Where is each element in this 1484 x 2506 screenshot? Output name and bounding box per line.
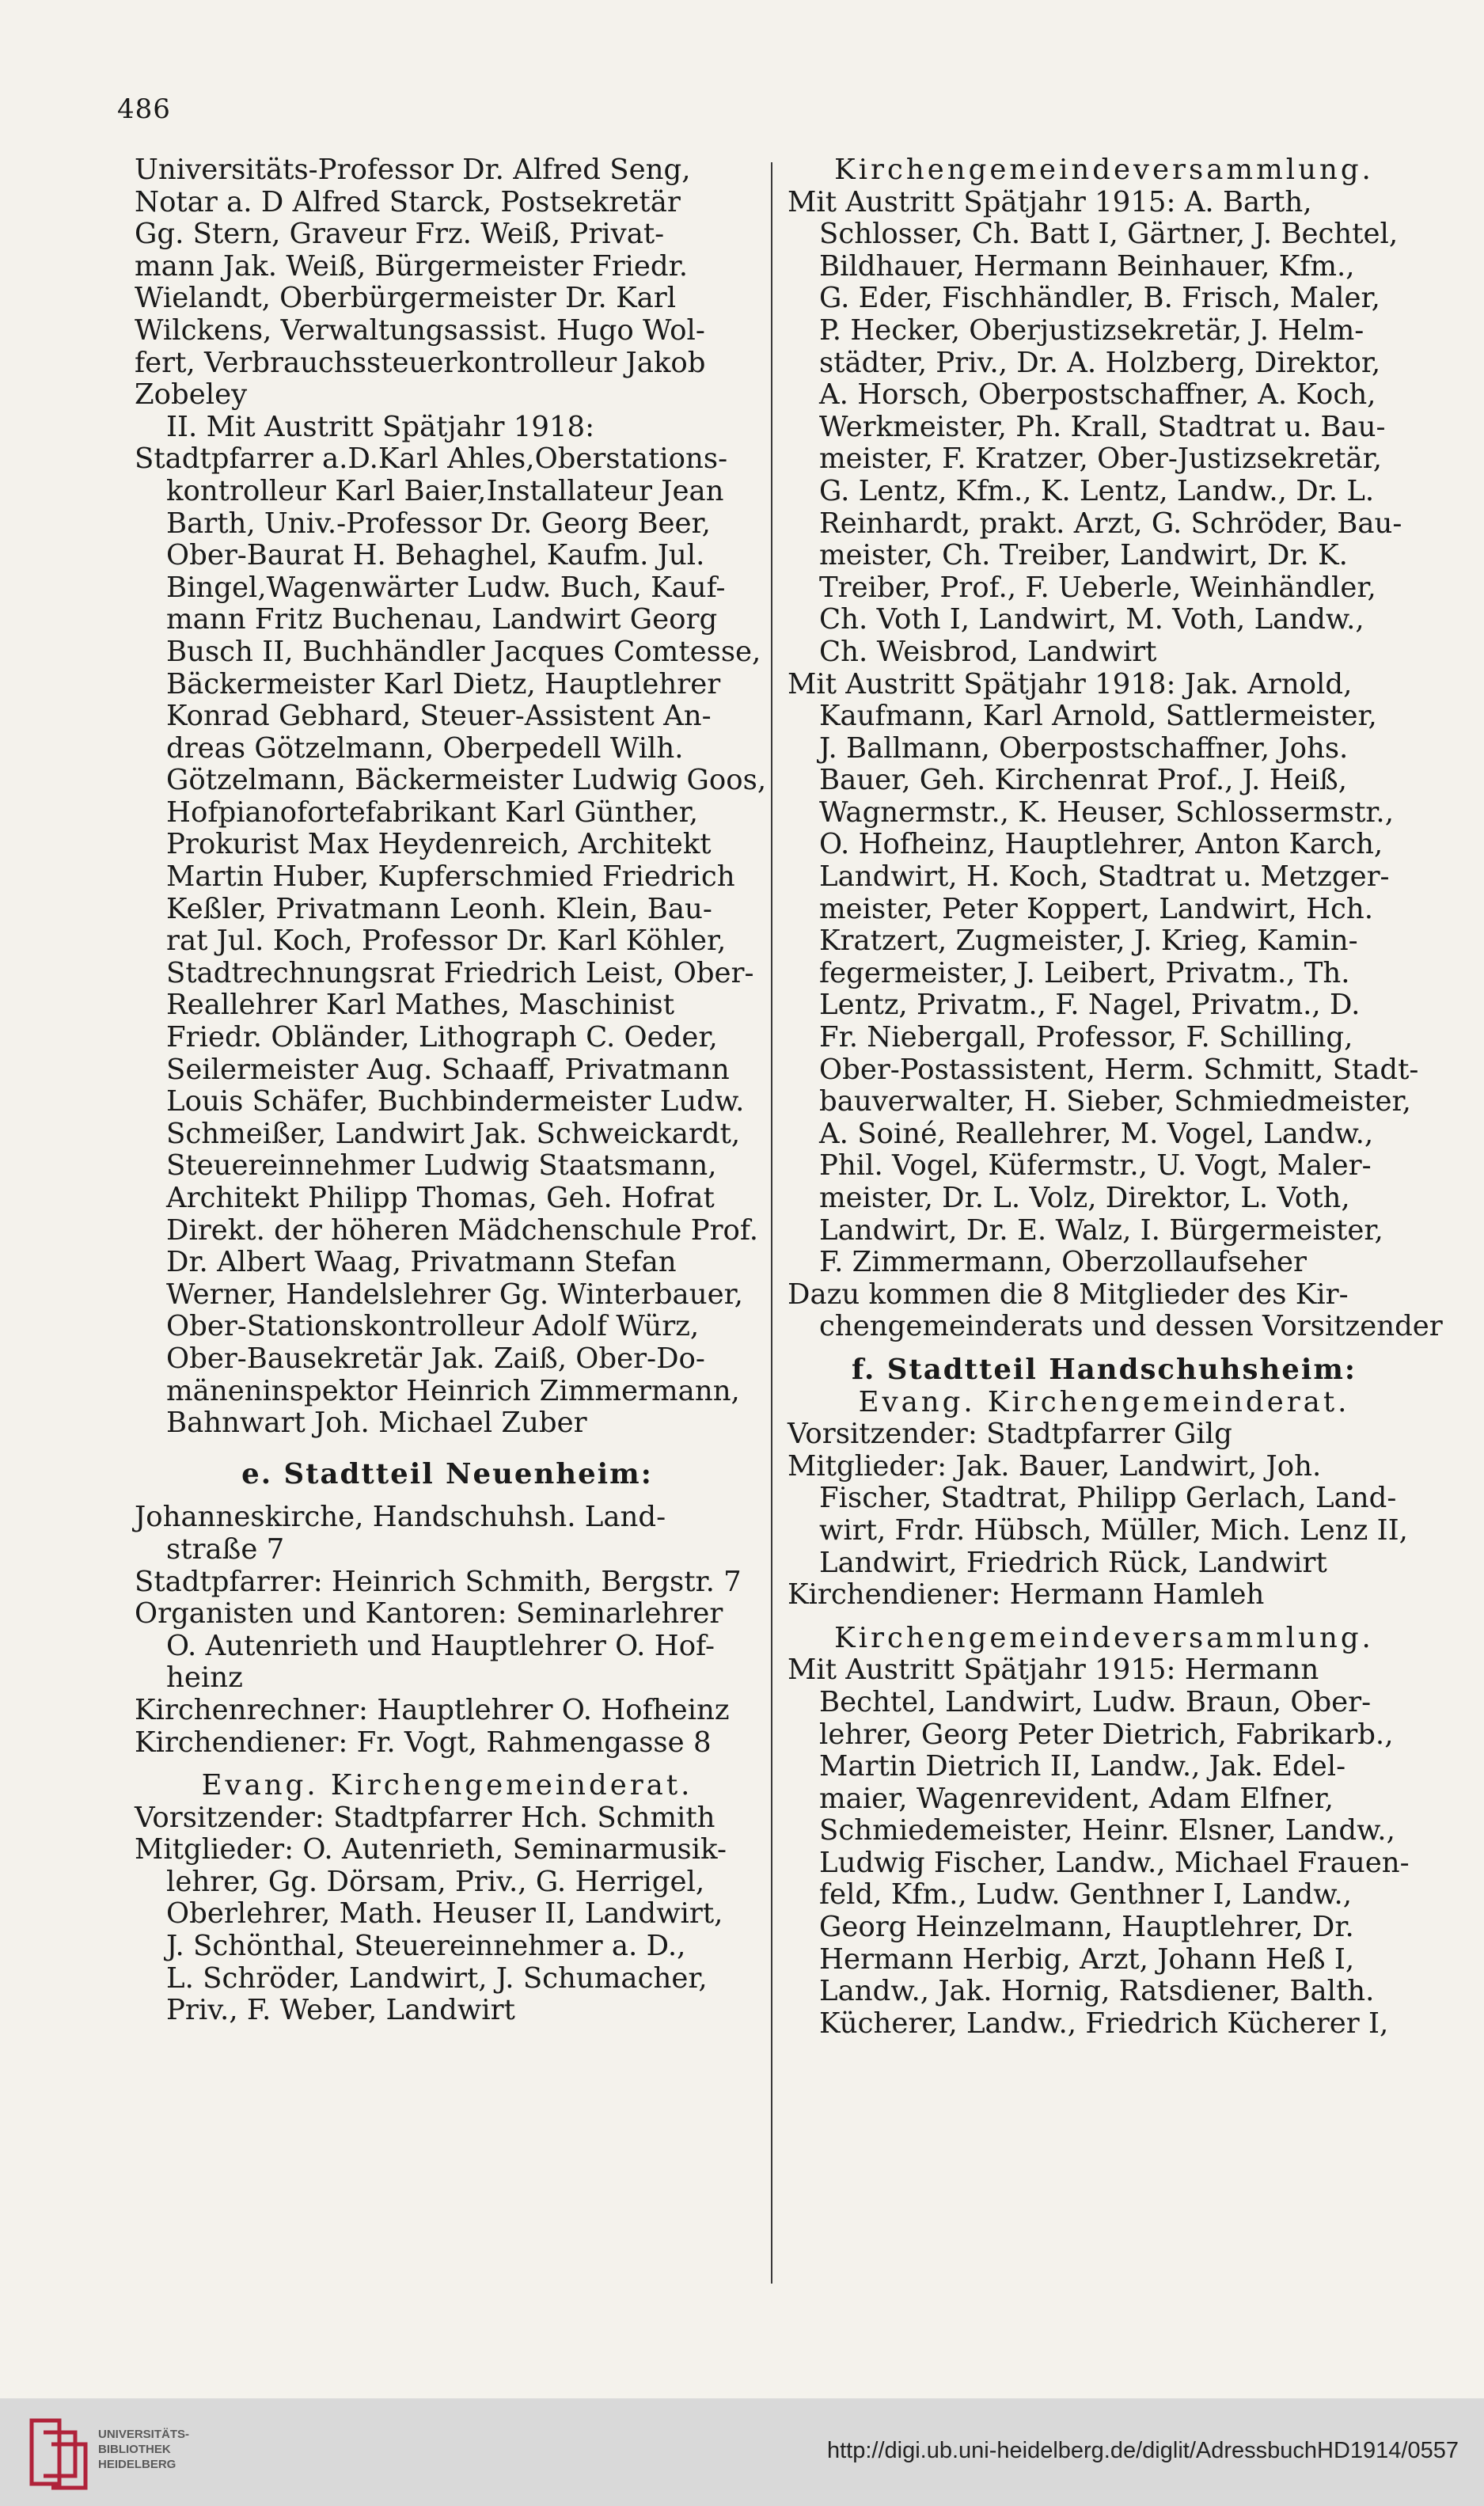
subsection-heading: Evang. Kirchengemeinderat. [201, 1769, 693, 1802]
text-line: meister, Dr. L. Volz, Direktor, L. Voth, [819, 1182, 1350, 1214]
text-line: Schmiedemeister, Heinr. Elsner, Landw., [819, 1814, 1395, 1847]
text-line: Bingel,Wagenwärter Ludw. Buch, Kauf- [166, 571, 726, 604]
text-line: fegermeister, J. Leibert, Privatm., Th. [819, 956, 1350, 989]
text-line: Konrad Gebhard, Steuer-Assistent An- [166, 700, 712, 733]
text-line: J. Schönthal, Steuereinnehmer a. D., [166, 1930, 686, 1963]
text-line: Martin Dietrich II, Landw., Jak. Edel- [819, 1750, 1346, 1783]
text-line: Barth, Univ.-Professor Dr. Georg Beer, [166, 507, 711, 540]
text-line: Wagnermstr., K. Heuser, Schlossermstr., [819, 795, 1394, 829]
text-line: Werner, Handelslehrer Gg. Winterbauer, [166, 1278, 743, 1311]
source-url-link[interactable]: http://digi.ub.uni-heidelberg.de/diglit/AdressbuchHD1914/0557 [826, 2438, 1459, 2463]
text-line: Mit Austritt Spätjahr 1915: A. Barth, [788, 185, 1312, 218]
text-line: Steuereinnehmer Ludwig Staatsmann, [166, 1149, 717, 1183]
subsection-heading: Kirchengemeindeversammlung. [834, 154, 1374, 186]
footer-bar [0, 2398, 1484, 2506]
text-line: Ch. Weisbrod, Landwirt [819, 635, 1157, 668]
column-divider [771, 162, 772, 2284]
right-column [788, 154, 1443, 2040]
text-line: Hofpianofortefabrikant Karl Günther, [166, 795, 699, 829]
text-line: Vorsitzender: Stadtpfarrer Gilg [788, 1418, 1232, 1451]
library-name-line: BIBLIOTHEK [98, 2443, 171, 2456]
text-line: Busch II, Buchhändler Jacques Comtesse, [166, 635, 761, 668]
text-line: straße 7 [166, 1532, 285, 1566]
text-line: G. Lentz, Kfm., K. Lentz, Landw., Dr. L. [819, 474, 1375, 507]
text-line: Dazu kommen die 8 Mitglieder des Kir- [788, 1278, 1349, 1311]
text-line: Hermann Herbig, Arzt, Johann Heß I, [819, 1942, 1355, 1976]
text-line: Landwirt, Friedrich Rück, Landwirt [819, 1546, 1327, 1579]
text-line: A. Soiné, Reallehrer, M. Vogel, Landw., [819, 1117, 1374, 1150]
text-line: Phil. Vogel, Küfermstr., U. Vogt, Maler- [819, 1149, 1372, 1183]
text-line: Organisten und Kantoren: Seminarlehrer [135, 1597, 723, 1631]
text-line: Ludwig Fischer, Landw., Michael Frauen- [819, 1846, 1410, 1879]
text-line: Kirchendiener: Fr. Vogt, Rahmengasse 8 [135, 1726, 712, 1759]
text-line: bauverwalter, H. Sieber, Schmiedmeister, [819, 1085, 1411, 1118]
text-line: F. Zimmermann, Oberzollaufseher [819, 1246, 1307, 1279]
section-heading-neuenheim: e. Stadtteil Neuenheim: [241, 1457, 653, 1490]
text-line: Dr. Albert Waag, Privatmann Stefan [166, 1246, 677, 1279]
text-line: Priv., F. Weber, Landwirt [166, 1994, 515, 2027]
text-line: Kaufmann, Karl Arnold, Sattlermeister, [819, 700, 1377, 733]
text-line: Mit Austritt Spätjahr 1915: Hermann [788, 1654, 1319, 1687]
text-line: Wielandt, Oberbürgermeister Dr. Karl [135, 282, 677, 315]
text-line: Treiber, Prof., F. Ueberle, Weinhändler, [819, 571, 1376, 604]
text-line: Kirchenrechner: Hauptlehrer O. Hofheinz [135, 1693, 730, 1726]
text-line: Prokurist Max Heydenreich, Architekt [166, 828, 712, 861]
text-line: meister, Ch. Treiber, Landwirt, Dr. K. [819, 539, 1348, 572]
text-line: Ober-Stationskontrolleur Adolf Würz, [166, 1310, 700, 1343]
subsection-heading: Kirchengemeindeversammlung. [834, 1621, 1374, 1654]
text-line: Ober-Baurat H. Behaghel, Kaufm. Jul. [166, 539, 705, 572]
text-line: A. Horsch, Oberpostschaffner, A. Koch, [819, 378, 1376, 412]
left-column [135, 154, 767, 2027]
text-line: L. Schröder, Landwirt, J. Schumacher, [166, 1961, 708, 1995]
text-line: Direkt. der höheren Mädchenschule Prof. [166, 1213, 759, 1247]
text-line: Vorsitzender: Stadtpfarrer Hch. Schmith [135, 1801, 715, 1834]
text-line: Bildhauer, Hermann Beinhauer, Kfm., [819, 249, 1355, 283]
text-line: meister, Peter Koppert, Landwirt, Hch. [819, 892, 1374, 925]
text-line: Johanneskirche, Handschuhsh. Land- [135, 1501, 666, 1534]
text-line: Notar a. D Alfred Starck, Postsekretär [135, 185, 681, 218]
text-line: Schmeißer, Landwirt Jak. Schweickardt, [166, 1117, 741, 1150]
text-line: feld, Kfm., Ludw. Genthner I, Landw., [819, 1878, 1353, 1912]
text-line: Mitglieder: O. Autenrieth, Seminarmusik- [135, 1833, 727, 1866]
text-line: Schlosser, Ch. Batt I, Gärtner, J. Bechtel, [819, 218, 1399, 251]
text-line: mäneninspektor Heinrich Zimmermann, [166, 1374, 740, 1407]
text-line: mann Fritz Buchenau, Landwirt Georg [166, 603, 718, 636]
text-line: Bechtel, Landwirt, Ludw. Braun, Ober- [819, 1685, 1372, 1718]
text-line: Wilckens, Verwaltungsassist. Hugo Wol- [135, 313, 705, 347]
text-line: Reallehrer Karl Mathes, Maschinist [166, 989, 674, 1022]
text-line: chengemeinderats und dessen Vorsitzender [819, 1310, 1443, 1343]
subsection-heading: Evang. Kirchengemeinderat. [858, 1385, 1350, 1418]
library-logo-icon [16, 2413, 91, 2492]
text-line: J. Ballmann, Oberpostschaffner, Johs. [819, 731, 1349, 765]
text-line: dreas Götzelmann, Oberpedell Wilh. [166, 731, 684, 765]
text-line: Zobeley [135, 378, 248, 412]
library-name [98, 2427, 189, 2472]
text-line: Gg. Stern, Graveur Frz. Weiß, Privat- [135, 218, 665, 251]
text-line: Landw., Jak. Hornig, Ratsdiener, Balth. [819, 1975, 1375, 2008]
text-line: O. Autenrieth und Hauptlehrer O. Hof- [166, 1629, 715, 1662]
text-line: Stadtrechnungsrat Friedrich Leist, Ober- [166, 956, 754, 989]
text-line: Stadtpfarrer a.D.Karl Ahles,Oberstations- [135, 442, 728, 476]
text-line: Ober-Postassistent, Herm. Schmitt, Stadt- [819, 1053, 1419, 1086]
text-line: maier, Wagenrevident, Adam Elfner, [819, 1782, 1334, 1815]
text-line: Ober-Bausekretär Jak. Zaiß, Ober-Do- [166, 1342, 705, 1375]
text-line: lehrer, Gg. Dörsam, Priv., G. Herrigel, [166, 1865, 705, 1898]
text-line: Georg Heinzelmann, Hauptlehrer, Dr. [819, 1911, 1354, 1944]
text-line: O. Hofheinz, Hauptlehrer, Anton Karch, [819, 828, 1383, 861]
text-line: wirt, Frdr. Hübsch, Müller, Mich. Lenz II, [819, 1513, 1408, 1547]
text-line: Stadtpfarrer: Heinrich Schmith, Bergstr. 7 [135, 1565, 742, 1598]
text-line: heinz [166, 1661, 243, 1695]
text-line: Louis Schäfer, Buchbindermeister Ludw. [166, 1085, 745, 1118]
text-line: Fr. Niebergall, Professor, F. Schilling, [819, 1021, 1353, 1054]
text-line: Fischer, Stadtrat, Philipp Gerlach, Land- [819, 1482, 1397, 1515]
text-line: Seilermeister Aug. Schaaff, Privatmann [166, 1053, 730, 1086]
text-line: Oberlehrer, Math. Heuser II, Landwirt, [166, 1897, 723, 1931]
text-line: Kratzert, Zugmeister, J. Krieg, Kamin- [819, 925, 1358, 958]
text-line: kontrolleur Karl Baier,Installateur Jean [166, 474, 724, 507]
text-line: Götzelmann, Bäckermeister Ludwig Goos, [166, 764, 767, 797]
text-line: meister, F. Kratzer, Ober-Justizsekretär, [819, 442, 1383, 476]
text-line: städter, Priv., Dr. A. Holzberg, Direktor, [819, 346, 1381, 379]
text-line: Mitglieder: Jak. Bauer, Landwirt, Joh. [788, 1449, 1322, 1483]
text-line: Kirchendiener: Hermann Hamleh [788, 1578, 1265, 1612]
section-heading: II. Mit Austritt Spätjahr 1918: [166, 410, 595, 443]
section-heading-handschuhsheim: f. Stadtteil Handschuhsheim: [851, 1353, 1357, 1386]
text-line: Lentz, Privatm., F. Nagel, Privatm., D. [819, 989, 1361, 1022]
text-line: Ch. Voth I, Landwirt, M. Voth, Landw., [819, 603, 1364, 636]
text-line: Keßler, Privatmann Leonh. Klein, Bau- [166, 892, 712, 925]
text-line: Friedr. Obländer, Lithograph C. Oeder, [166, 1021, 718, 1054]
text-line: Martin Huber, Kupferschmied Friedrich [166, 860, 735, 894]
library-name-line: UNIVERSITÄTS- [98, 2428, 190, 2441]
text-line: Kücherer, Landw., Friedrich Kücherer I, [819, 2007, 1389, 2040]
text-line: Bauer, Geh. Kirchenrat Prof., J. Heiß, [819, 764, 1348, 797]
text-line: Bahnwart Joh. Michael Zuber [166, 1407, 587, 1440]
page-number: 486 [117, 93, 171, 125]
text-line: Werkmeister, Ph. Krall, Stadtrat u. Bau- [819, 410, 1386, 443]
text-line: lehrer, Georg Peter Dietrich, Fabrikarb., [819, 1718, 1394, 1751]
text-line: Bäckermeister Karl Dietz, Hauptlehrer [166, 667, 721, 701]
text-line: Reinhardt, prakt. Arzt, G. Schröder, Bau- [819, 507, 1402, 540]
text-line: Universitäts-Professor Dr. Alfred Seng, [135, 154, 691, 186]
text-line: Landwirt, Dr. E. Walz, I. Bürgermeister, [819, 1213, 1383, 1247]
text-line: Mit Austritt Spätjahr 1918: Jak. Arnold, [788, 667, 1353, 701]
text-line: mann Jak. Weiß, Bürgermeister Friedr. [135, 249, 688, 283]
text-line: rat Jul. Koch, Professor Dr. Karl Köhler, [166, 925, 727, 958]
text-line: P. Hecker, Oberjustizsekretär, J. Helm- [819, 313, 1364, 347]
text-line: fert, Verbrauchssteuerkontrolleur Jakob [135, 346, 706, 379]
text-line: G. Eder, Fischhändler, B. Frisch, Maler, [819, 282, 1380, 315]
text-line: Landwirt, H. Koch, Stadtrat u. Metzger- [819, 860, 1390, 894]
text-line: Architekt Philipp Thomas, Geh. Hofrat [166, 1182, 715, 1214]
library-name-line: HEIDELBERG [98, 2458, 176, 2471]
